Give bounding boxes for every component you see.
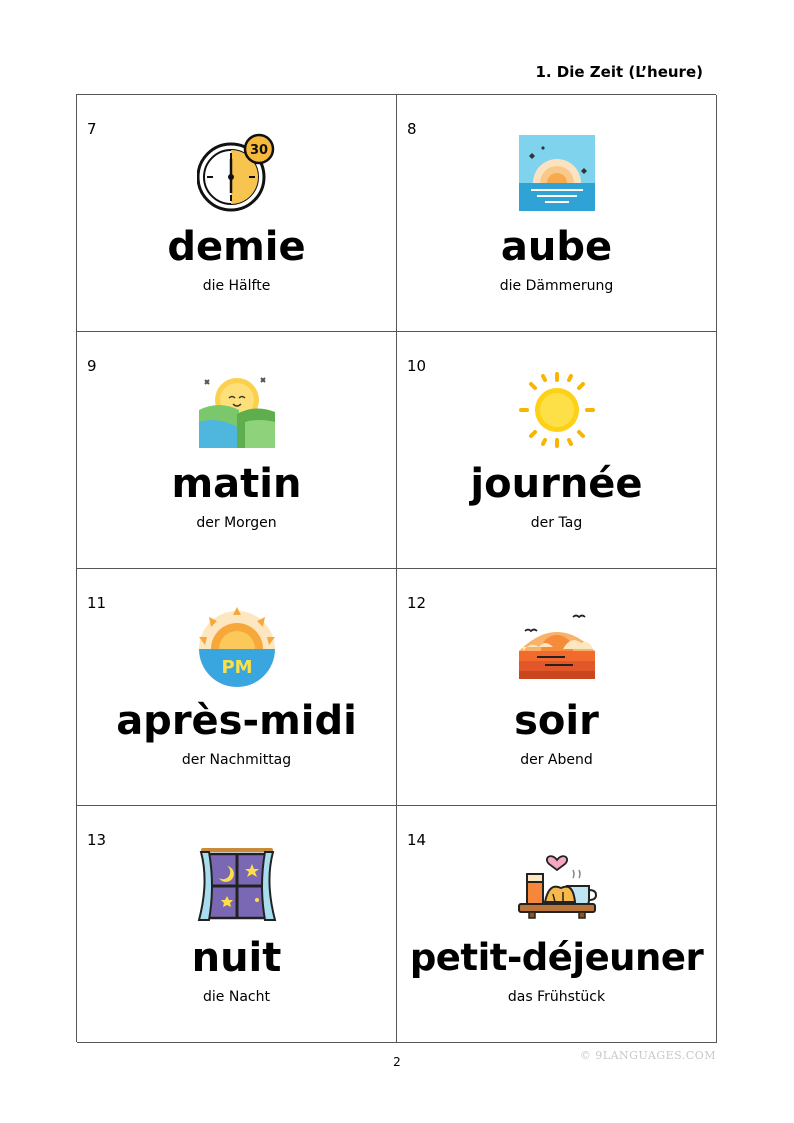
pm-sun-icon (197, 607, 277, 687)
card-number: 11 (87, 594, 107, 612)
vocab-card (397, 806, 717, 1043)
night-window-icon (197, 844, 277, 924)
german-translation: die Hälfte (202, 278, 271, 294)
vocab-card (397, 332, 717, 569)
card-number: 12 (407, 594, 427, 612)
page-title: 1. Die Zeit (L’heure) (535, 63, 703, 81)
french-word: après-midi (116, 698, 357, 744)
french-word: journée (470, 461, 643, 507)
svg-text:30: 30 (249, 143, 268, 158)
german-translation: der Morgen (196, 515, 277, 531)
breakfast-icon (517, 844, 597, 924)
french-word: matin (171, 461, 302, 507)
svg-text:PM: PM (220, 657, 253, 678)
card-number: 10 (407, 357, 427, 375)
card-number: 9 (87, 357, 97, 375)
card-number: 14 (407, 831, 427, 849)
card-number: 13 (87, 831, 107, 849)
vocab-card (397, 569, 717, 806)
german-translation: die Dämmerung (499, 278, 614, 294)
dawn-icon (517, 133, 597, 213)
sunset-icon (517, 607, 597, 687)
german-translation: der Nachmittag (181, 752, 292, 768)
copyright-watermark: © 9LANGUAGES.COM (579, 1049, 716, 1062)
german-translation: die Nacht (203, 989, 270, 1005)
vocab-card (77, 95, 397, 332)
german-translation: der Tag (530, 515, 583, 531)
card-number: 8 (407, 120, 417, 138)
page-number: 2 (393, 1055, 401, 1069)
vocabulary-grid (76, 94, 716, 1042)
french-word: nuit (191, 935, 282, 981)
vocab-card (77, 569, 397, 806)
french-word: aube (500, 224, 613, 270)
vocab-card (77, 806, 397, 1043)
half-hour-clock-icon (197, 133, 277, 213)
french-word: demie (167, 224, 306, 270)
german-translation: das Frühstück (507, 989, 606, 1005)
french-word: petit-déjeuner (409, 936, 704, 979)
sun-icon (517, 370, 597, 450)
french-word: soir (514, 698, 599, 744)
vocab-card (397, 95, 717, 332)
card-number: 7 (87, 120, 97, 138)
morning-sun-icon (197, 370, 277, 450)
german-translation: der Abend (520, 752, 593, 768)
vocab-card (77, 332, 397, 569)
